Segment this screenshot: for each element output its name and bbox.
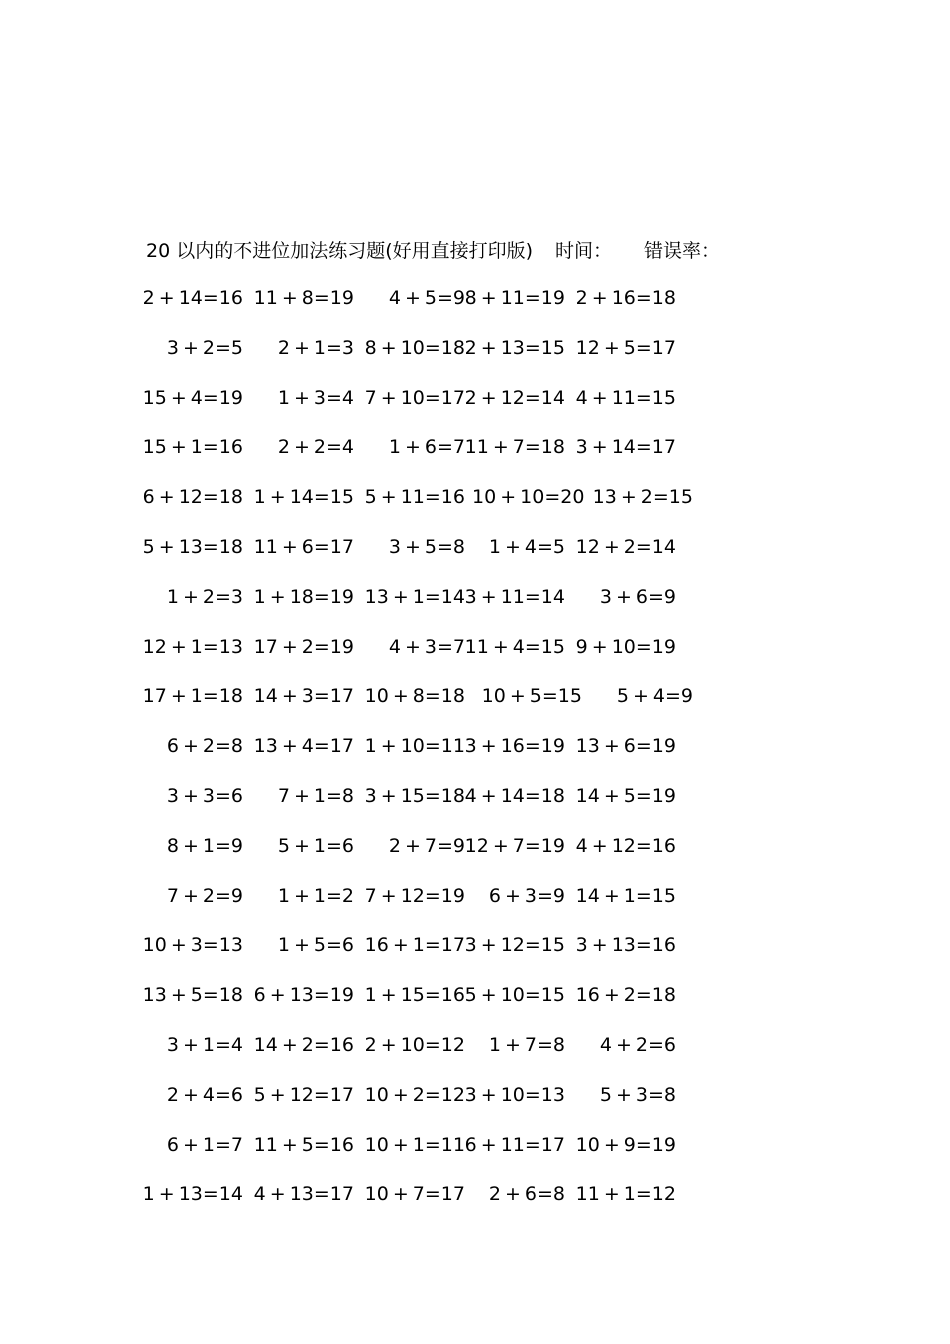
problem-item: 10 + 10=20 [472,486,585,509]
problem-item: 1 + 13=14 [142,1183,243,1206]
problem-row [0,333,950,383]
problem-item: 6 + 11=17 [464,1133,565,1156]
problem-item: 4 + 13=17 [253,1183,354,1206]
problem-item: 14 + 2=16 [253,1033,354,1056]
problem-item: 3 + 5=8 [388,535,465,558]
problem-item: 2 + 16=18 [575,287,676,309]
problem-row [0,1080,950,1130]
problem-row [0,632,950,682]
problem-item: 1 + 6=7 [388,436,465,459]
problem-item: 8 + 1=9 [166,834,243,857]
problem-item: 14 + 5=19 [575,784,676,807]
problem-item: 10 + 2=12 [364,1083,465,1106]
problem-item: 3 + 6=9 [599,585,676,608]
problem-row [0,283,950,333]
problem-item: 1 + 10=11 [364,735,465,758]
problem-item: 3 + 16=19 [464,735,565,758]
problem-item: 8 + 10=18 [364,336,465,359]
problem-item: 4 + 5=9 [388,287,465,309]
problem-row [0,831,950,881]
problem-item: 5 + 12=17 [253,1083,354,1106]
problem-item: 11 + 7=18 [464,436,565,459]
problem-row [0,432,950,482]
problem-item: 7 + 1=8 [277,784,354,807]
worksheet-title: 20 以内的不进位加法练习题(好用直接打印版) [146,240,534,262]
problem-item: 3 + 10=13 [464,1083,565,1106]
problem-item: 11 + 8=19 [253,287,354,309]
problem-item: 5 + 1=6 [277,834,354,857]
time-label: 时间： [555,240,613,262]
problem-item: 4 + 12=16 [575,834,676,857]
problem-item: 9 + 10=19 [575,635,676,658]
problem-item: 11 + 5=16 [253,1133,354,1156]
problem-row [0,383,950,433]
problem-item: 4 + 3=7 [388,635,465,658]
problem-item: 17 + 1=18 [142,685,243,708]
problem-row [0,731,950,781]
problem-item: 16 + 1=17 [364,934,465,957]
problem-item: 4 + 2=6 [599,1033,676,1056]
problem-row [0,532,950,582]
problem-item: 5 + 11=16 [364,486,465,509]
problem-item: 6 + 1=7 [166,1133,243,1156]
problem-item: 10 + 8=18 [364,685,465,708]
problem-row [0,582,950,632]
problem-item: 16 + 2=18 [575,984,676,1007]
problem-item: 3 + 3=6 [166,784,243,807]
problem-item: 1 + 15=16 [364,984,465,1007]
problem-item: 1 + 3=4 [277,386,354,409]
problem-item: 2 + 14=16 [142,287,243,309]
problem-row [0,1179,950,1229]
problem-item: 11 + 4=15 [464,635,565,658]
problem-item: 15 + 4=19 [142,386,243,409]
problem-item: 10 + 1=11 [364,1133,465,1156]
problem-item: 1 + 1=2 [277,884,354,907]
problem-item: 3 + 2=5 [166,336,243,359]
problem-item: 5 + 3=8 [599,1083,676,1106]
problem-row [0,1130,950,1180]
problem-item: 2 + 7=9 [388,834,465,857]
problem-row [0,881,950,931]
problem-row [0,781,950,831]
problem-row [0,482,950,532]
problem-item: 2 + 12=14 [464,386,565,409]
problem-item: 10 + 9=19 [575,1133,676,1156]
problem-item: 2 + 4=6 [166,1083,243,1106]
problem-item: 3 + 14=17 [575,436,676,459]
problem-item: 1 + 5=6 [277,934,354,957]
problem-row [0,681,950,731]
problem-grid [0,283,950,1229]
problem-item: 12 + 5=17 [575,336,676,359]
problem-row [0,930,950,980]
problem-item: 2 + 13=15 [464,336,565,359]
problem-item: 6 + 13=19 [253,984,354,1007]
problem-item: 15 + 1=16 [142,436,243,459]
problem-item: 6 + 2=8 [166,735,243,758]
problem-item: 7 + 2=9 [166,884,243,907]
problem-item: 13 + 2=15 [592,486,693,509]
problem-item: 8 + 11=19 [464,287,565,309]
problem-item: 7 + 12=19 [364,884,465,907]
problem-item: 7 + 10=17 [364,386,465,409]
problem-item: 1 + 7=8 [488,1033,565,1056]
problem-item: 5 + 4=9 [616,685,693,708]
problem-item: 13 + 5=18 [142,984,243,1007]
problem-item: 1 + 4=5 [488,535,565,558]
problem-item: 11 + 1=12 [575,1183,676,1206]
problem-item: 13 + 1=14 [364,585,465,608]
problem-item: 3 + 1=4 [166,1033,243,1056]
problem-item: 10 + 5=15 [481,685,582,708]
problem-item: 1 + 14=15 [253,486,354,509]
problem-item: 14 + 3=17 [253,685,354,708]
problem-item: 2 + 2=4 [277,436,354,459]
problem-item: 1 + 18=19 [253,585,354,608]
problem-item: 10 + 3=13 [142,934,243,957]
problem-item: 3 + 15=18 [364,784,465,807]
worksheet-header [146,236,766,266]
problem-item: 13 + 4=17 [253,735,354,758]
problem-item: 4 + 11=15 [575,386,676,409]
problem-item: 5 + 10=15 [464,984,565,1007]
error-rate-label: 错误率： [644,240,721,262]
problem-item: 1 + 2=3 [166,585,243,608]
problem-item: 6 + 12=18 [142,486,243,509]
problem-item: 6 + 3=9 [488,884,565,907]
problem-item: 12 + 7=19 [464,834,565,857]
problem-row [0,980,950,1030]
problem-item: 17 + 2=19 [253,635,354,658]
problem-item: 4 + 14=18 [464,784,565,807]
problem-item: 13 + 6=19 [575,735,676,758]
problem-item: 2 + 6=8 [488,1183,565,1206]
problem-item: 2 + 10=12 [364,1033,465,1056]
problem-item: 2 + 1=3 [277,336,354,359]
problem-item: 3 + 11=14 [464,585,565,608]
problem-row [0,1030,950,1080]
problem-item: 10 + 7=17 [364,1183,465,1206]
problem-item: 3 + 13=16 [575,934,676,957]
problem-item: 14 + 1=15 [575,884,676,907]
problem-item: 3 + 12=15 [464,934,565,957]
problem-item: 12 + 2=14 [575,535,676,558]
problem-item: 12 + 1=13 [142,635,243,658]
problem-item: 5 + 13=18 [142,535,243,558]
problem-item: 11 + 6=17 [253,535,354,558]
